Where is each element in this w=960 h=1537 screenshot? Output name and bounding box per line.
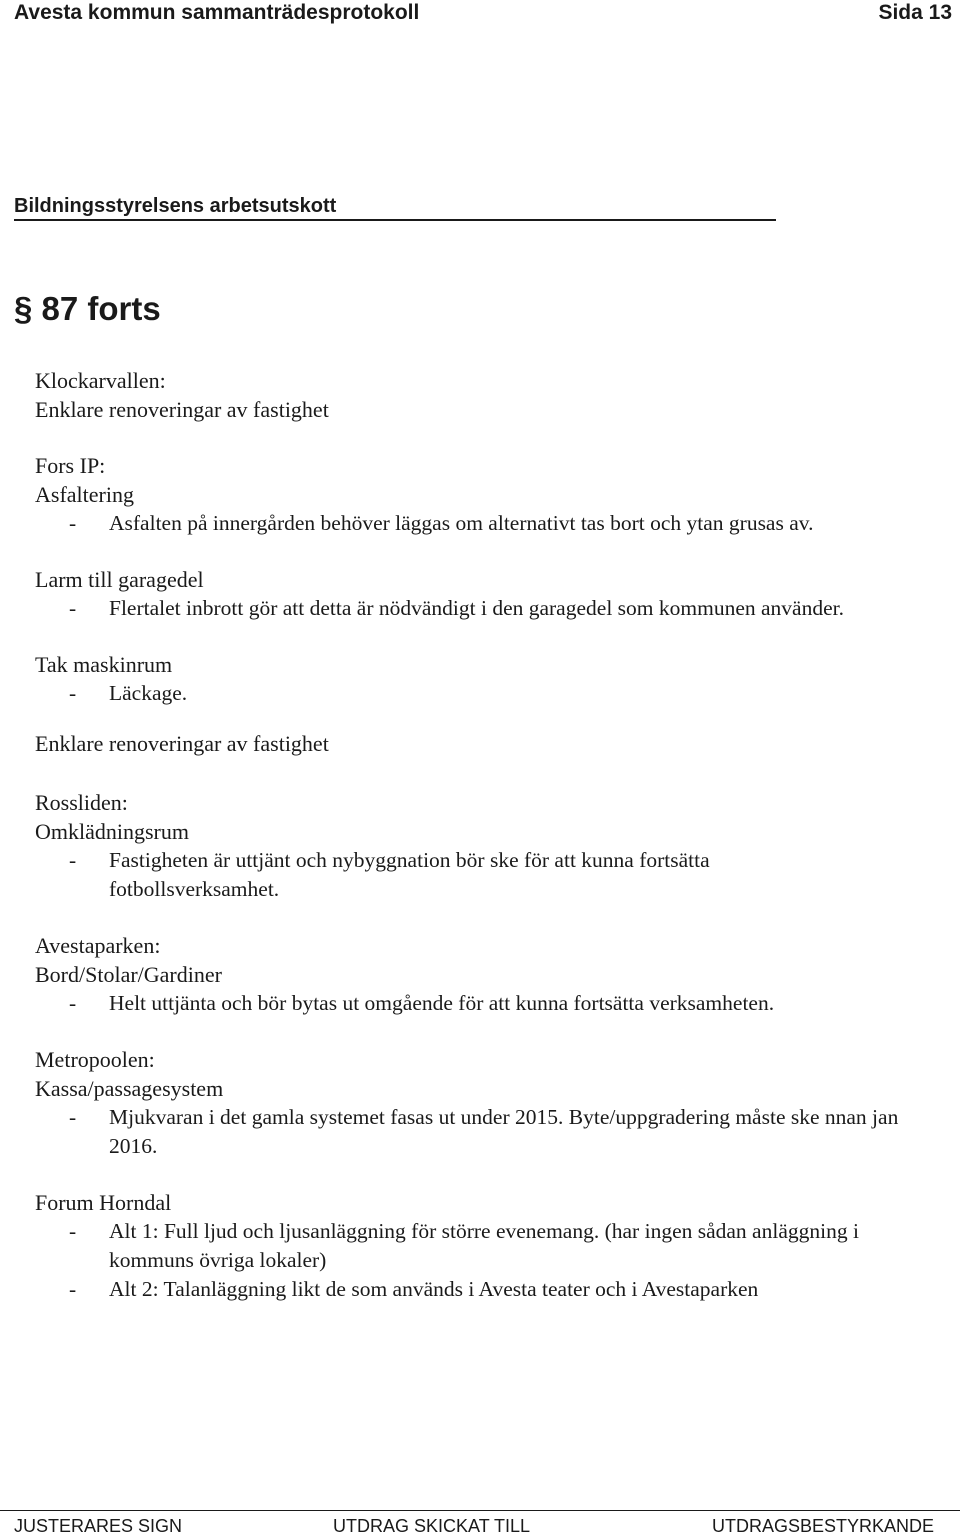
fors-enklare-renoveringar: Enklare renoveringar av fastighet: [35, 731, 329, 756]
fors-asfaltering-title: Asfaltering: [35, 482, 134, 507]
fors-larm-item: [35, 594, 935, 623]
list-item-text: Läckage.: [109, 681, 188, 705]
list-item-text: Mjukvaran i det gamla systemet fasas ut under 2015. Byte/uppgradering måste ske nnan jan 2016.: [109, 1105, 899, 1158]
metropoolen-heading: Metropoolen:: [35, 1047, 155, 1072]
list-dash: -: [69, 1219, 77, 1243]
list-item-text: Asfalten på innergården behöver läggas om alternativt tas bort och ytan grusas av.: [109, 511, 814, 535]
avestaparken-item: [35, 989, 935, 1018]
list-dash: -: [69, 1105, 77, 1129]
list-item-text: Alt 2: Talanläggning likt de som används i Avesta teater och i Avestaparken: [109, 1277, 759, 1301]
committee-name: Bildningsstyrelsens arbetsutskott: [14, 195, 337, 217]
footer-rule: [0, 1510, 960, 1511]
fors-heading: Fors IP:: [35, 453, 106, 478]
avestaparken-subheading: Bord/Stolar/Gardiner: [35, 962, 222, 987]
fors-asfaltering-item: [35, 509, 935, 538]
committee-underline: [14, 219, 776, 221]
klockarvallen-subheading: Enklare renoveringar av fastighet: [35, 397, 329, 422]
list-item-text: Flertalet inbrott gör att detta är nödvändigt i den garagedel som kommunen använder.: [109, 596, 844, 620]
rossliden-item: [35, 846, 869, 904]
rossliden-heading: Rossliden:: [35, 790, 128, 815]
footer-certified-label: UTDRAGSBESTYRKANDE: [711, 1516, 934, 1536]
list-item-text: Fastigheten är uttjänt och nybyggnation bör ske för att kunna fortsätta fotbollsverksamhet.: [109, 848, 710, 901]
forum-horndal-heading: Forum Horndal: [35, 1190, 172, 1215]
protocol-content: [35, 366, 935, 1304]
metropoolen-item: [35, 1103, 909, 1161]
forum-horndal-item-2: [35, 1275, 935, 1304]
list-dash: -: [69, 596, 77, 620]
metropoolen-subheading: Kassa/passagesystem: [35, 1076, 224, 1101]
avestaparken-heading: Avestaparken:: [35, 933, 161, 958]
list-dash: -: [69, 681, 77, 705]
fors-tak-title: Tak maskinrum: [35, 652, 173, 677]
document-title: Avesta kommun sammanträdesprotokoll: [14, 1, 420, 24]
footer-sent-label: UTDRAG SKICKAT TILL: [333, 1516, 531, 1536]
klockarvallen-heading: Klockarvallen:: [35, 368, 166, 393]
list-item-text: Alt 1: Full ljud och ljusanläggning för större evenemang. (har ingen sådan anläggning i kommuns övriga lokaler): [109, 1219, 859, 1272]
fors-tak-item: [35, 679, 935, 708]
fors-larm-title: Larm till garagedel: [35, 567, 204, 592]
rossliden-subheading: Omklädningsrum: [35, 819, 189, 844]
list-dash: -: [69, 848, 77, 872]
list-dash: -: [69, 991, 77, 1015]
list-dash: -: [69, 1277, 77, 1301]
footer-sign-label: JUSTERARES SIGN: [14, 1516, 183, 1536]
list-item-text: Helt uttjänta och bör bytas ut omgående för att kunna fortsätta verksamheten.: [109, 991, 775, 1015]
list-dash: -: [69, 511, 77, 535]
forum-horndal-item-1: [35, 1217, 934, 1275]
section-title: § 87 forts: [14, 290, 161, 327]
page-number: Sida 13: [878, 1, 952, 24]
